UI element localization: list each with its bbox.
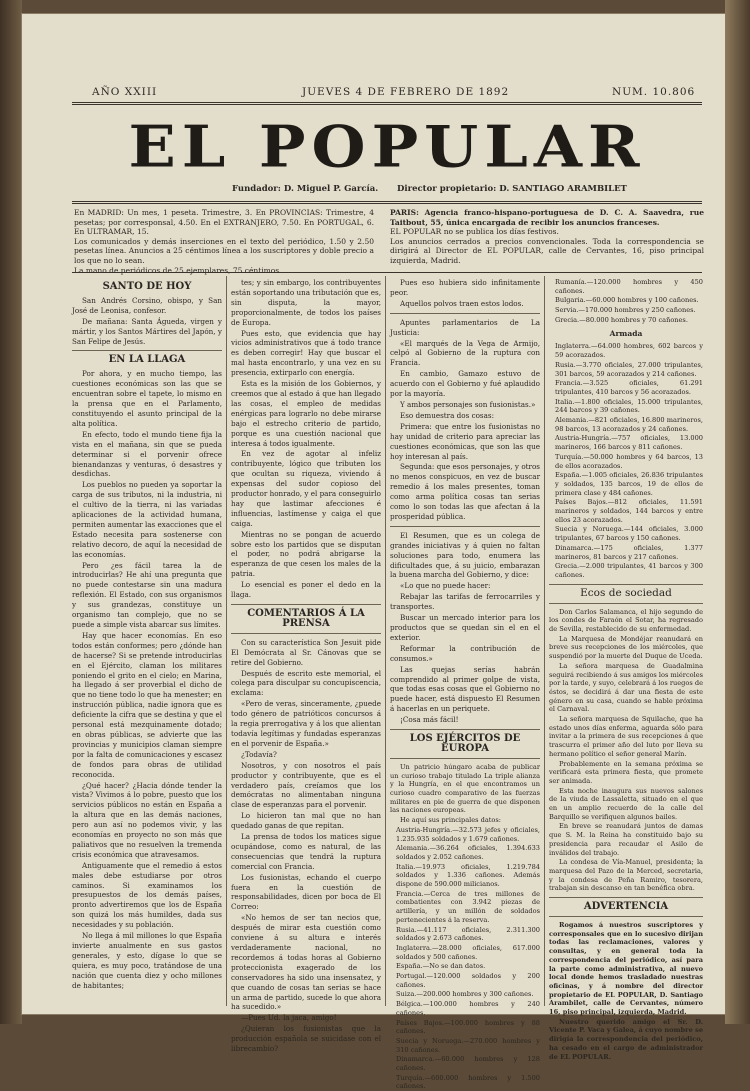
list-item: Bulgaria.—60.000 hombres y 100 cañones. xyxy=(555,296,699,305)
article-paragraph: Buscar un mercado interior para los productos que se quedan sin el en el exterior. xyxy=(390,613,540,642)
article-paragraph: Pues esto, que evidencia que hay vicios administrativos que á todo trance es deben corregir! Hay que buscar el mal hasta encontrarlo, y una vez en su presencia, extirparlo con energía. xyxy=(231,328,381,378)
article-paragraph: El Resumen, que es un colega de grandes iniciativas y á quien no faltan soluciones para todo, enumera las dificultades que, á su juicio, embarazan la buena marcha del Gobierno, y dice: xyxy=(390,530,540,580)
article-paragraph: tes; y sin embargo, los contribuyentes están soportando una tributación que es, sin disputa, la mayor, proporcionalmente, de todos los países de Europa. xyxy=(231,278,381,327)
article-paragraph: Lo esencial es poner el dedo en la llaga. xyxy=(231,580,381,600)
article-paragraph: En vez de agotar al infeliz contribuyente, lógico que tributen los que ocultan su riqueza, viviendo á expensas del sudor copioso del productor honrado, y el para conseguirlo hay que lastimar afecciones é influencias, lastímense y caiga el que caiga. xyxy=(231,449,381,528)
divider xyxy=(390,758,540,759)
divider xyxy=(549,916,703,917)
list-item: Rusia.—41.117 oficiales, 2.311.300 soldados y 2.673 cañones. xyxy=(396,925,540,943)
article-paragraph: Primera: que entre los fusionistas no hay unidad de criterio para apreciar las cuestiones económicas, que son las que hoy interesan al país. xyxy=(390,421,540,461)
notice-bottom-rule xyxy=(72,272,702,273)
masthead-bottom-rule xyxy=(72,201,702,204)
subscription-communicated: Los comunicados y demás inserciones en el texto del periódico, 1.50 y 2.50 pesetas línea. Anuncios a 25 céntimos línea a los suscriptores y doble precio a los que no lo sean. xyxy=(74,236,374,265)
article-paragraph: ¿Quieran los fusionistas que la producción española se suicidase con el librecambio? xyxy=(231,1024,381,1054)
society-paragraph: La señora marquesa de Squilache, que ha estado unos días enferma, aguarda sólo para invitar a la primera de sus recepciones á que trascurra el primer año del luto por lleva su hermano político el señor general Marín. xyxy=(549,715,703,758)
article-paragraph: ¡Cosa más fácil! xyxy=(400,715,459,725)
list-item: Italia.—1.800 oficiales, 15.000 tripulantes, 244 barcos y 39 cañones. xyxy=(555,397,703,415)
armies-list xyxy=(390,826,540,1091)
list-item: Francia.—3.525 oficiales, 61.291 tripulantes, 410 barcos y 56 acorazados. xyxy=(555,379,703,396)
saints-text: San Andrés Corsino, obispo, y San José de Leonisa, confesor. xyxy=(72,295,222,315)
list-item: Dinamarca.—60.000 hombres y 128 cañones. xyxy=(396,1055,540,1073)
divider xyxy=(549,897,703,898)
column-2 xyxy=(231,278,381,1054)
list-item: Suecia y Noruega.—270.000 hombres y 310 cañones. xyxy=(396,1036,540,1054)
divider xyxy=(390,729,540,730)
founder-label: Fundador: D. Miguel P. García. xyxy=(232,184,379,194)
article-paragraph: Aquellos polvos traen estos lodos. xyxy=(400,298,524,308)
press-comments-heading: COMENTARIOS Á LA PRENSA xyxy=(247,608,365,629)
newspaper-page xyxy=(22,14,725,1091)
page-edge xyxy=(725,0,750,1024)
article-paragraph: Los fusionistas, echando el cuerpo fuera en la cuestión de responsabilidades, dicen por boca de El Correo: xyxy=(231,872,381,912)
article-paragraph: «El marqués de la Vega de Armijo, celpó al Gobierno de la ruptura con Francia. xyxy=(390,338,540,368)
list-item: Servia.—170.000 hombres y 250 cañones. xyxy=(555,306,696,315)
article-paragraph: Pues eso hubiera sido infinitamente peor. xyxy=(390,278,540,297)
divider xyxy=(390,526,540,527)
fleet-list xyxy=(549,278,703,325)
paris-agency: PARIS: Agencia franco-hispano-portuguesa de D. C. A. Saavedra, rue Taitbout, 55, única encargada de recibir los anuncios franceses. xyxy=(390,208,704,227)
list-item: Países Bajos.—100.000 hombres y 88 cañones. xyxy=(396,1018,540,1036)
article-paragraph: «Pero de veras, sinceramente, ¿puede todo género de patrióticos concursos á la regia prerrogativa y á los que alientan todavía legítimas y fundadas esperanzas en el porvenir de España.» xyxy=(231,699,381,748)
column-divider xyxy=(226,276,227,1006)
article-paragraph: No llega á mil millones lo que España invierte anualmente en sus gastos generales, y esto, dígase lo que se quiera, es muy poco, tratándose de una nación que cuenta diez y ocho millones de habitantes; xyxy=(72,931,222,990)
list-item: Dinamarca.—175 oficiales, 1.377 marineros, 81 barcos y 217 cañones. xyxy=(555,543,703,561)
list-item: Grecia.—80.000 hombres y 70 cañones. xyxy=(555,315,688,324)
article-paragraph: ¿Qué hacer? ¿Hacia dónde tender la vista? Vivimos á lo pobre, puesto que los servicios públicos no están en España a la altura que en las demás naciones, pero aun así no podemos vivir, y las economías en proyecto no son más que paliativos que no resuelven la tremenda crisis económica que atravesamos. xyxy=(72,780,222,859)
armies-heading: LOS EJÉRCITOS DE EUROPA xyxy=(409,733,521,754)
article-paragraph: Hay que hacer economías. En eso todos están conformes; pero ¿dónde han de hacerse? Si se pretende introducirlas en el Ejército, claman los militares poniendo el grito en el cielo; en Marina, ha llegado á ser proverbial el dicho de que no tiene todo lo que ha menester; en instrucción pública, nadie ignora que es deficiente la cifra que se destina y que el personal está mezquinamente dotado; en obras públicas, se advierte que las provincias y municipios claman siempre por la falta de comunicaciones y escasez de fondos para obras de utilidad reconocida. xyxy=(72,630,222,779)
article-paragraph: Segunda: que esos personajes, y otros no menos conspicuos, en vez de buscar remedio á los males presentes, toman como arma política cosas tan serias como lo son todas las que afectan á la prosperidad pública. xyxy=(390,462,540,521)
credits-line xyxy=(72,184,702,198)
issue-number: NUM. 10.806 xyxy=(612,86,696,98)
list-item: Alemania.—821 oficiales, 16.800 marineros, 98 barcos, 13 acorazados y 24 cañones. xyxy=(555,416,703,433)
society-paragraph: En breve se reanudará juntos de damas que S. M. la Reina ha constituido bajo su presidencia para recaudar el Asilo de inválidos del trabajo. xyxy=(549,822,703,857)
subscription-rates: En MADRID: Un mes, 1 peseta. Trimestre, 3. En PROVINCIAS: Trimestre, 4 pesetas; por corresponsal, 4.50. En el EXTRANJERO, 7.50. En PORTUGAL, 6. En ULTRAMAR, 15. xyxy=(74,208,374,237)
society-paragraph: Probablemente en la semana próxima se verificará esta primera fiesta, que promete ser animada. xyxy=(549,759,703,785)
advertencia-heading: ADVERTENCIA xyxy=(583,901,669,913)
article-paragraph: —Pues Ud. la jaca, amigo! xyxy=(241,1013,337,1023)
article-paragraph: Lo hicieron tan mal que no han quedado ganas de que repitan. xyxy=(231,811,381,831)
list-item: Austria-Hungría.—32.573 jefes y oficiales, 1.235.935 soldados y 1.679 cañones. xyxy=(396,825,540,843)
article-paragraph: Pero ¿es fácil tarea la de introducirlas? He ahí una pregunta que no puede contestarse sin una madura reflexión. El Estado, con sus organismos y sus grandezas, constituye un organismo tan complejo, que no se puede a simple vista abarcar sus límites. xyxy=(72,560,222,629)
article-paragraph: Las quejas serías habrán comprendido al primer golpe de vista, que todas esas cosas que el Gobierno no puede hacer, está dispuesto El Resumen á hacerlas en un periquete. xyxy=(390,664,540,714)
saints-heading: SANTO DE HOY xyxy=(102,281,192,292)
society-paragraph: La señora marquesa de Guadalmina seguirá recibiendo á sus amigos los miércoles por la tarde, y suyo, celebrará á los ruegos de éstos, se decidirá á dar una fiesta de este género en su casa, cuando se hable próxima el Carnaval. xyxy=(549,661,703,714)
masthead-top-rule xyxy=(72,102,702,105)
society-paragraph: La Marquesa de Mondéjar reanudará en breve sus recepciones de los miércoles, que suspendió por la muerte del Duque de Uceda. xyxy=(549,634,703,661)
paris-notice xyxy=(390,208,704,266)
book-spine xyxy=(0,0,22,1024)
navy-heading: Armada xyxy=(609,328,643,338)
masthead-title: EL POPULAR xyxy=(128,112,646,181)
list-item: Suecia y Noruega.—144 oficiales, 3.000 tripulantes, 67 barcos y 150 cañones. xyxy=(555,525,703,543)
list-item: Bélgica.—100.000 hombres y 240 cañones. xyxy=(396,1000,540,1017)
dateline xyxy=(72,84,702,100)
list-item: Italia.—19.973 oficiales, 1.219.784 soldados y 1.336 cañones. Además dispone de 590.000 milicianos. xyxy=(396,862,540,889)
year-label: AÑO XXIII xyxy=(92,86,158,98)
llaga-heading: EN LA LLAGA xyxy=(108,354,186,366)
article-paragraph: «No hemos de ser tan necios que, después de mirar esta cuestión como conviene á su altura e interés verdaderamente nacional, no recordemos á todas horas al Gobierno proteccionista exagerado de los conservadores ha sido una insensatez, y que cuando de cosas tan serias se hace un arma de partido, sucede lo que ahora ha sucedido.» xyxy=(231,913,381,1012)
divider xyxy=(390,313,540,314)
divider xyxy=(549,603,703,604)
list-item: Portugal.—120.000 soldados y 200 cañones. xyxy=(396,972,540,989)
article-paragraph: Eso demuestra dos cosas: xyxy=(400,410,495,420)
subscription-bundle: La mano de periódicos de 25 ejemplares, 75 céntimos. xyxy=(74,265,282,275)
subscription-notice xyxy=(74,208,374,275)
article-paragraph: Esta es la misión de los Gobiernos, y creemos que al estado á que han llegado las cosas, el empleo de medidas enérgicas para lograrlo no debe mirarse bajo el estrecho criterio de partido, porque es una cuestión nacional que interesa á todos igualmente. xyxy=(231,379,381,448)
divider xyxy=(231,633,381,634)
list-item: Rusia.—3.770 oficiales, 27.000 tripulantes, 301 barcos, 59 acorazados y 214 cañones. xyxy=(555,360,703,378)
list-item: Suiza.—200.000 hombres y 300 cañones. xyxy=(396,990,534,999)
divider xyxy=(549,584,703,585)
list-item: Alemania.—36.264 oficiales, 1.394.633 soldados y 2.052 cañones. xyxy=(396,844,540,861)
correspondence-notice: Los anuncios cerrados a precios convencionales. Toda la correspondencia se dirigirá al Director de EL POPULAR, calle de Cervantes, 16, piso principal izquierda, Madrid. xyxy=(390,236,704,265)
article-paragraph: Un patricio húngaro acaba de publicar un curioso trabajo titulado La triple alianza y la Hungría, en el que encontramos un curioso cuadro comparativo de las fuerzas militares en pie de guerra de que disponen las naciones europeas. xyxy=(390,762,540,815)
divider xyxy=(231,604,381,605)
article-paragraph: La prensa de todos los matices sigue ocupándose, como es natural, de las consecuencias que tendrá la ruptura comercial con Francia. xyxy=(231,832,381,871)
saints-tomorrow: De mañana: Santa Águeda, virgen y mártir, y los Santos Mártires del Japón, y San Felipe de Jesús. xyxy=(72,316,222,346)
article-paragraph: He aquí sus principales datos: xyxy=(400,816,502,825)
list-item: Turquía.—50.000 hombres y 64 barcos, 13 de ellos acorazados. xyxy=(555,452,703,470)
article-paragraph: Y ambos personajes son fusionistas.» xyxy=(400,399,536,409)
article-paragraph: Rebajar las tarifas de ferrocarriles y transportes. xyxy=(390,592,540,612)
advertencia-paragraph: Rogamos á nuestros suscriptores y corresponsales que en lo sucesivo dirijan todas las reclamaciones, valores y consultas, y en general toda la correspondencia del periódico, así para la parte como administrativa, al nuevo local donde hemos trasladado nuestras oficinas, y á nombre del director propietario de EL POPULAR, D. Santiago Arambilet, calle de Cervantes, número 16, piso principal, izquierda, Madrid. xyxy=(549,921,703,1017)
list-item: Inglaterra.—64.000 hombres, 602 barcos y 59 acorazados. xyxy=(555,342,703,360)
list-item: España.—No se dan datos. xyxy=(396,962,486,971)
society-paragraph: La condesa de Vía-Manuel, presidenta; la marquesa del Pazo de la Merced, secretaria, y la condesa de Peña Ramiro, tesorera, trabajan sin descanso en tan benéfica obra. xyxy=(549,858,703,893)
column-1 xyxy=(72,278,222,1008)
list-item: Inglaterra.—28.000 oficiales, 617.000 soldados y 500 cañones. xyxy=(396,943,540,961)
owner-label: Director propietario: D. SANTIAGO ARAMBILET xyxy=(397,184,627,194)
article-paragraph: Mientras no se pongan de acuerdo sobre esto los partidos que se disputan el poder, no podrá abrigarse la esperanza de que cesen los males de la patria. xyxy=(231,529,381,579)
article-paragraph: En efecto, todo el mundo tiene fija la vista en el mañana, sin que se pueda determinar si el porvenir ofrece bienandanzas y venturas, ó desastres y desdichas. xyxy=(72,429,222,479)
divider xyxy=(72,350,222,351)
article-paragraph: En cambio, Gamazo estuvo de acuerdo con el Gobierno y fué aplaudido por la mayoría. xyxy=(390,369,540,399)
article-paragraph: Antiguamente que el remedio á estos males debe estudiarse por otros caminos. Si examinamos los presupuestos de los demás países, pronto advertiremos que los de España son quizá los más humildes, dada sus necesidades y su población. xyxy=(72,860,222,930)
column-divider xyxy=(385,276,386,1006)
society-paragraph: Don Carlos Salamanca, el hijo segundo de los condes de Faraón el Sotar, ha regresado de Sevilla, restablecido de su enfermedad. xyxy=(549,607,703,634)
column-divider xyxy=(544,276,545,1006)
holiday-notice: EL POPULAR no se publica los días festivos. xyxy=(390,227,559,237)
article-paragraph: Nosotros, y con nosotros el país productor y contribuyente, que es el verdadero país, creíamos que los demócratas no alimentaban ninguna clase de esperanzas para el porvenir. xyxy=(231,760,381,810)
article-paragraph: Los pueblos no pueden ya soportar la carga de sus tributos, ni la industria, ni el cultivo de la tierra, ni las variadas aplicaciones de la actividad humana, permiten aumentar las exacciones que el Estado necesita para sostenerse con relativo decoro, de aquí la necesidad de las economías. xyxy=(72,480,222,559)
list-item: Grecia.—2.000 tripulantes, 41 barcos y 300 cañones. xyxy=(555,562,703,579)
list-item: Austria-Hungría.—757 oficiales, 13.000 marineros, 166 barcos y 811 cañones. xyxy=(555,434,703,452)
column-4 xyxy=(549,278,704,1061)
list-item: Turquía.—600.000 hombres y 1.500 cañones. xyxy=(396,1073,540,1091)
navy-list xyxy=(549,342,703,579)
list-item: España.—1.005 oficiales, 26.836 tripulantes y soldados, 135 barcos, 19 de ellos de primera clase y 484 cañones. xyxy=(555,471,703,497)
list-item: Francia.—Cerca de tres millones de combatientes con 3.942 piezas de artillería, y un millón de soldados pertenecientes á la reserva. xyxy=(396,889,540,924)
list-item: Rumanía.—120.000 hombres y 450 cañones. xyxy=(555,278,703,295)
article-paragraph: Con su característica Son Jesuit pide El Demócrata al Sr. Cánovas que se retire del Gobierno. xyxy=(231,637,381,667)
column-3 xyxy=(390,278,540,1091)
list-item: Países Bajos.—812 oficiales, 11.591 marineros y soldados, 144 barcos y entre ellos 23 acorazados. xyxy=(555,498,703,524)
article-paragraph: Reformar la contribución de consumos.» xyxy=(390,643,540,663)
society-heading: Ecos de sociedad xyxy=(580,586,672,599)
article-paragraph: Apuntes parlamentarios de La Justicia: xyxy=(390,317,540,337)
article-paragraph: Por ahora, y en mucho tiempo, las cuestiones económicas son las que se encuentran sobre el tapete, lo mismo en la prensa que en el Parlamento, constituyendo el asunto principal de la alta política. xyxy=(72,369,222,428)
date-label: JUEVES 4 DE FEBRERO DE 1892 xyxy=(302,86,510,98)
society-paragraph: Esta noche inaugura sus nuevos salones de la viuda de Lassaletta, situado en el que en un amplio recuerdo de la calle del Barquillo se verifiquen algunos bailes. xyxy=(549,786,703,821)
article-paragraph: Después de escrito este memorial, el colega para disculpar su concupiscencia, exclama: xyxy=(231,668,381,698)
article-paragraph: ¿Todavía? xyxy=(241,749,277,759)
advertencia-paragraph: Nuestro querido amigo el Sr. D. Vicente P. Vaca y Galea, á cuyo nombre se dirigía la correspondencia del periódico, ha cesado en el cargo de administrador de EL POPULAR. xyxy=(549,1017,704,1061)
article-paragraph: «Lo que no puede hacer: xyxy=(400,581,491,591)
